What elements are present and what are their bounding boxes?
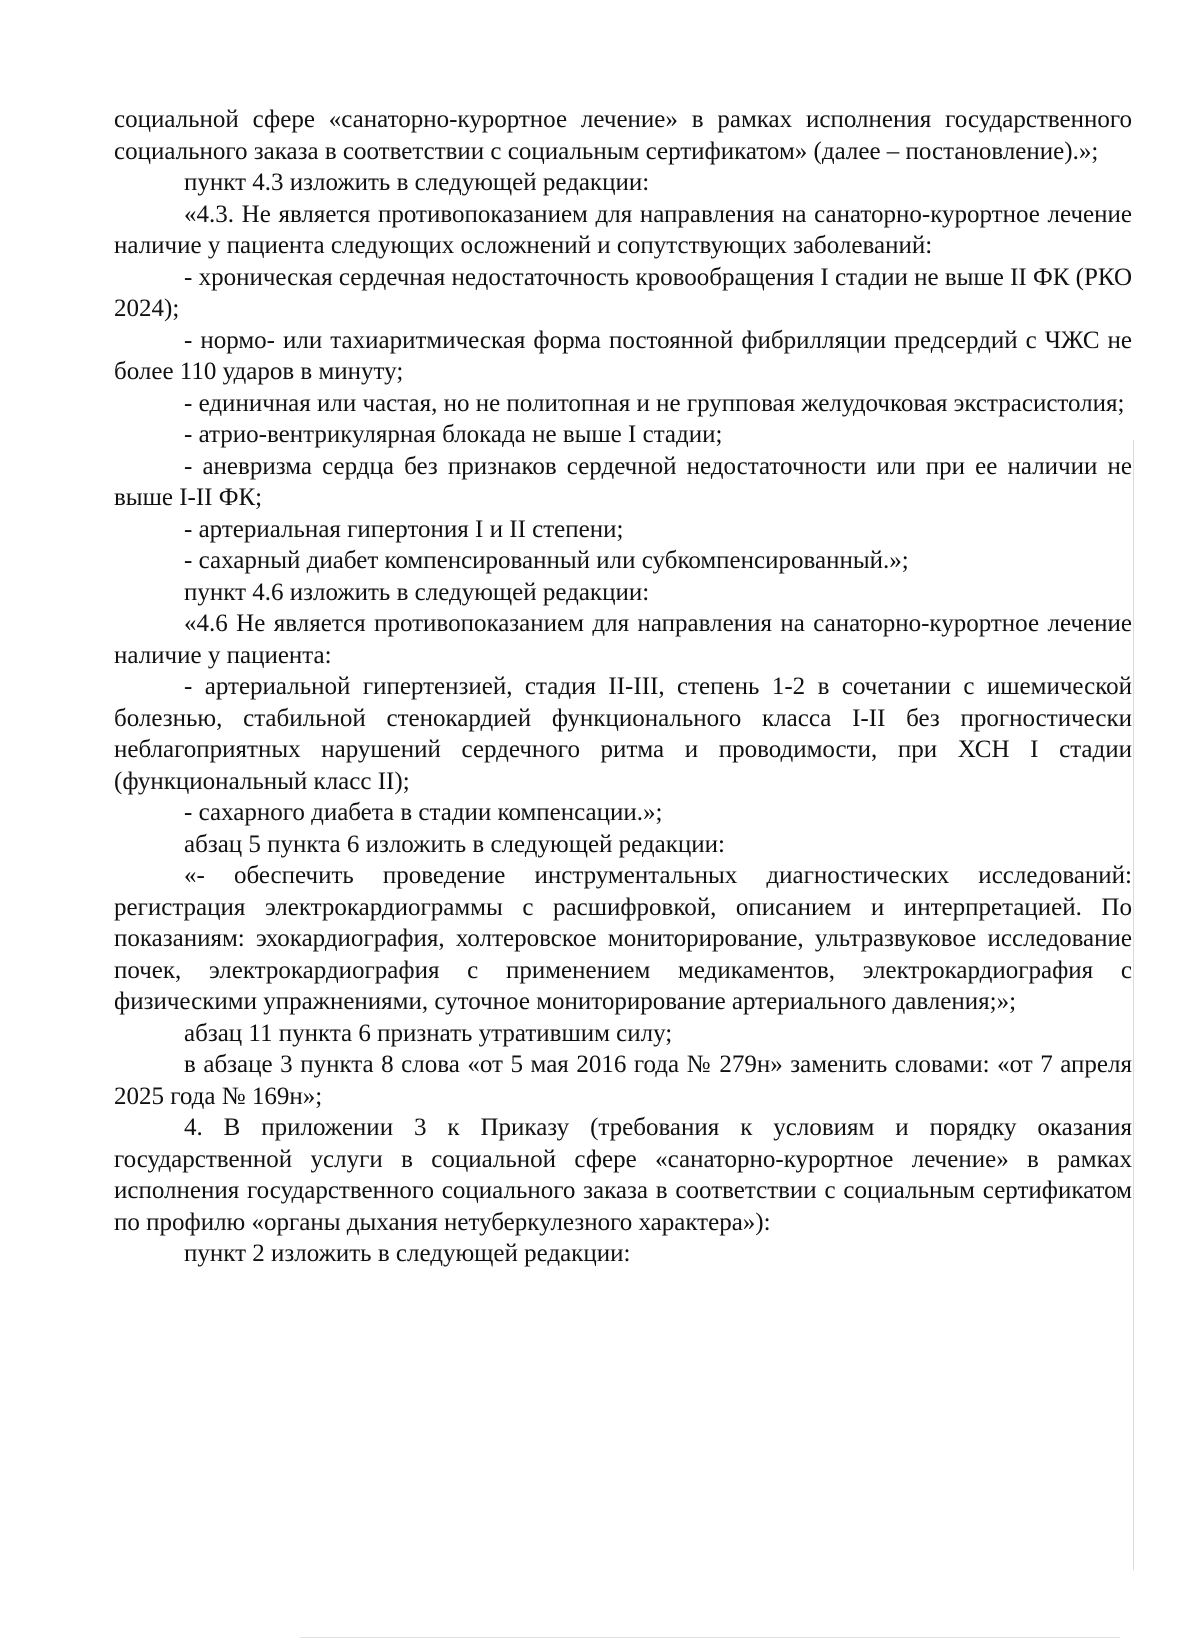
paragraph-point-6-paragraph-5-heading: абзац 5 пункта 6 изложить в следующей редакции: [184, 830, 725, 858]
list-item-diabetes-compensation: - сахарного диабета в стадии компенсации.»; [184, 799, 663, 826]
list-item-av-block: - атрио-вентрикулярная блокада не выше I стадии; [184, 421, 723, 448]
list-item-diabetes: - сахарный диабет компенсированный или субкомпенсированный.»; [184, 547, 909, 574]
paragraph-point-4-6-text: «4.6 Не является противопоказанием для направления на санаторно-курортное лечение наличие у пациента: [114, 610, 1132, 669]
paragraph-point-4-3-text: «4.3. Не является противопоказанием для направления на санаторно-курортное лечение наличие у пациента следующих осложнений и сопутствующих заболеваний: [114, 200, 1132, 259]
list-item-hypertension: - артериальная гипертония I и II степени; [184, 515, 624, 543]
paragraph-point-4-3-heading: пункт 4.3 изложить в следующей редакции: [184, 169, 650, 196]
scan-edge-line [1133, 440, 1134, 1570]
list-item-extrasystole: - единичная или частая, но не политопная и не групповая желудочковая экстрасистолия; [184, 389, 1125, 417]
paragraph-point-8-replacement: в абзаце 3 пункта 8 слова «от 5 мая 2016 года № 279н» заменить словами: «от 7 апреля 2025 года № 169н»; [114, 1051, 1132, 1110]
list-item-aneurysm: - аневризма сердца без признаков сердечной недостаточности или при ее наличии не выше I-II ФК; [114, 452, 1132, 511]
list-item-atrial-fibrillation: - нормо- или тахиаритмическая форма постоянной фибрилляции предсердий с ЧЖС не более 110 ударов в минуту; [114, 326, 1132, 385]
document-body [114, 104, 1132, 1270]
list-item-heart-failure: - хроническая сердечная недостаточность кровообращения I стадии не выше II ФК (РКО 2024); [114, 263, 1132, 322]
scan-bottom-line [300, 1637, 1120, 1638]
paragraph-diagnostics: «- обеспечить проведение инструментальных диагностических исследований: регистрация электрокардиограммы с расшифровкой, описанием и интерпретацией. По показаниям: эхокардиография, холтеровское мониторирование, ультразвуковое исследование почек, электрокардиография с применением медикаментов, электрокардиография с физическими упражнениями, суточное мониторирование артериального давления;»; [114, 862, 1132, 1015]
paragraph-point-6-paragraph-11: абзац 11 пункта 6 признать утратившим силу; [184, 1019, 673, 1047]
paragraph-intro-continuation: социальной сфере «санаторно-курортное лечение» в рамках исполнения государственного социального заказа в соответствии с социальным сертификатом» (далее – постановление).»; [114, 106, 1132, 165]
paragraph-appendix-3: 4. В приложении 3 к Приказу (требования к условиям и порядку оказания государственной услуги в социальной сфере «санаторно-курортное лечение» в рамках исполнения государственного социального заказа в соответствии с социальным сертификатом по профилю «органы дыхания нетуберкулезного характера»): [114, 1114, 1132, 1236]
paragraph-point-2-heading: пункт 2 изложить в следующей редакции: [184, 1240, 631, 1267]
paragraph-point-4-6-heading: пункт 4.6 изложить в следующей редакции: [184, 578, 650, 606]
list-item-hypertension-ischemia: - артериальной гипертензией, стадия II-III, степень 1-2 в сочетании с ишемической болезнью, стабильной стенокардией функционального класса I-II без прогностически неблагоприятных нарушений сердечного ритма и проводимости, при ХСН I стадии (функциональный класс II); [114, 673, 1132, 795]
